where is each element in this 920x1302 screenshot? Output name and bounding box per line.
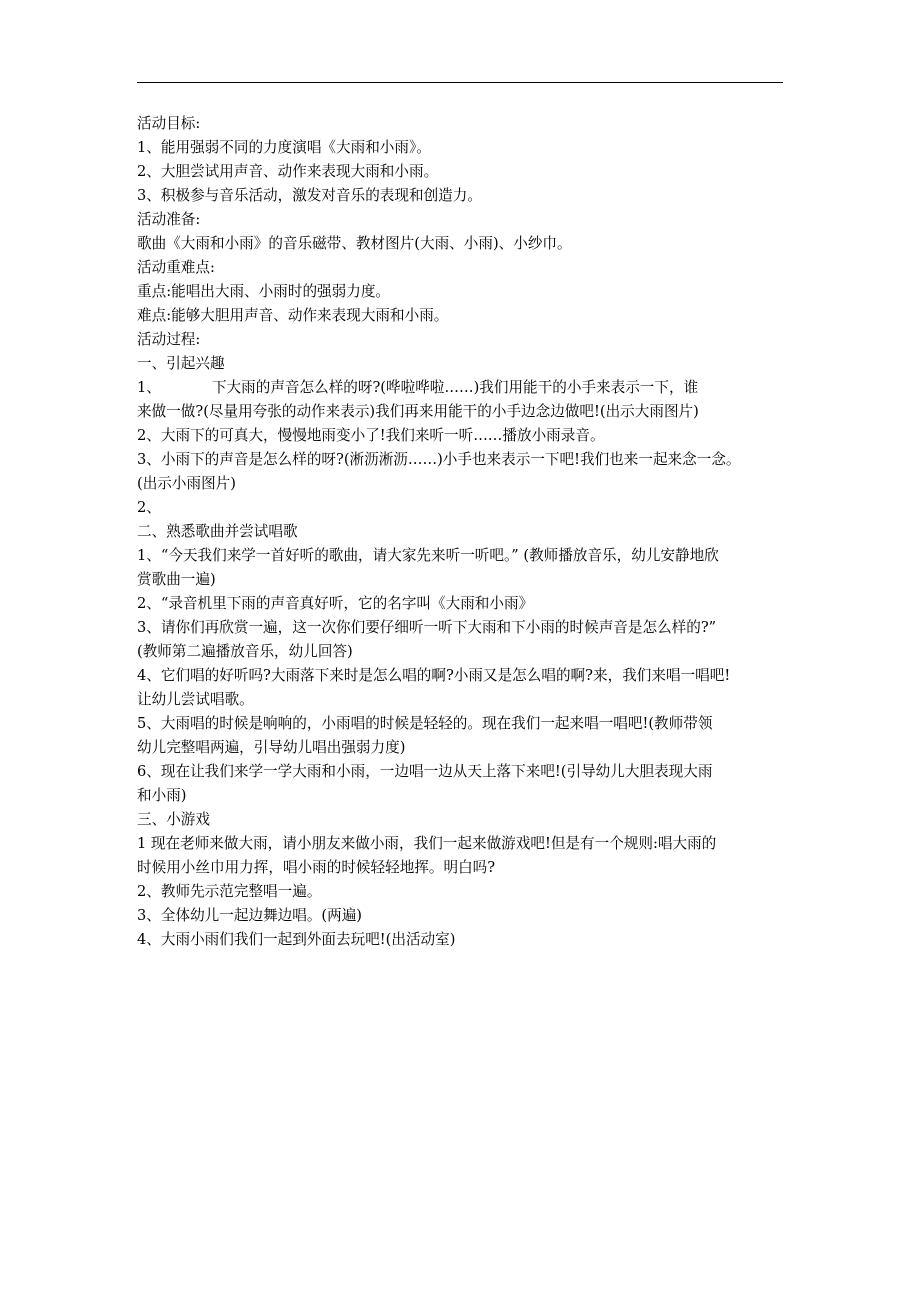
paragraph-line: 2、“录音机里下雨的声音真好听，它的名字叫《大雨和小雨》 — [137, 595, 534, 612]
header-rule — [137, 82, 783, 83]
section-heading-preparation: 活动准备: — [137, 211, 201, 228]
difficulty-text: 难点:能够大胆用声音、动作来表现大雨和小雨。 — [137, 307, 449, 324]
paragraph-line: (出示小雨图片) — [137, 475, 236, 492]
paragraph-line: 2、教师先示范完整唱一遍。 — [137, 883, 322, 900]
paragraph-line: 5、大雨唱的时候是响响的，小雨唱的时候是轻轻的。现在我们一起来唱一唱吧!(教师带领 — [137, 715, 713, 732]
goal-item: 3、积极参与音乐活动，激发对音乐的表现和创造力。 — [137, 187, 482, 204]
paragraph-line: 1 现在老师来做大雨，请小朋友来做小雨，我们一起来做游戏吧!但是有一个规则:唱大雨的 — [137, 835, 717, 852]
section-heading-process: 活动过程: — [137, 331, 201, 348]
paragraph-line: 1、“今天我们来学一首好听的歌曲，请大家先来听一听吧。” (教师播放音乐，幼儿安静地欣 — [137, 547, 719, 564]
preparation-text: 歌曲《大雨和小雨》的音乐磁带、教材图片(大雨、小雨)、小纱巾。 — [137, 235, 572, 252]
key-point-text: 重点:能唱出大雨、小雨时的强弱力度。 — [137, 283, 391, 300]
document-body — [137, 112, 783, 952]
paragraph-line: 和小雨) — [137, 787, 187, 804]
paragraph-line: 4、它们唱的好听吗?大雨落下来时是怎么唱的啊?小雨又是怎么唱的啊?来，我们来唱一唱吧! — [137, 667, 731, 684]
paragraph-line: 来做一做?(尽量用夸张的动作来表示)我们再来用能干的小手边念边做吧!(出示大雨图片) — [137, 403, 699, 420]
paragraph-line: 4、大雨小雨们我们一起到外面去玩吧!(出活动室) — [137, 931, 456, 948]
paragraph-line: 3、请你们再欣赏一遍，这一次你们要仔细听一听下大雨和下小雨的时候声音是怎么样的?” — [137, 619, 717, 636]
section-heading-key-points: 活动重难点: — [137, 259, 215, 276]
paragraph-line: 2、大雨下的可真大，慢慢地雨变小了!我们来听一听……播放小雨录音。 — [137, 427, 605, 444]
paragraph-line: 时候用小丝巾用力挥，唱小雨的时候轻轻地挥。明白吗? — [137, 859, 496, 876]
subsection-heading-interest: 一、引起兴趣 — [137, 355, 225, 372]
section-heading-goals: 活动目标: — [137, 115, 201, 132]
paragraph-line: (教师第二遍播放音乐，幼儿回答) — [137, 643, 353, 660]
paragraph-line: 让幼儿尝试唱歌。 — [137, 691, 254, 708]
paragraph-line: 3、全体幼儿一起边舞边唱。(两遍) — [137, 907, 362, 924]
goal-item: 2、大胆尝试用声音、动作来表现大雨和小雨。 — [137, 163, 439, 180]
paragraph-line: 1、 下大雨的声音怎么样的呀?(哗啦哗啦……)我们用能干的小手来表示一下，谁 — [137, 379, 699, 396]
goal-item: 1、能用强弱不同的力度演唱《大雨和小雨》。 — [137, 139, 431, 156]
paragraph-line: 3、小雨下的声音是怎么样的呀?(淅沥淅沥……)小手也来表示一下吧!我们也来一起来念一念。 — [137, 451, 741, 468]
paragraph-line: 赏歌曲一遍) — [137, 571, 216, 588]
subsection-heading-song: 二、熟悉歌曲并尝试唱歌 — [137, 523, 298, 540]
paragraph-line: 幼儿完整唱两遍，引导幼儿唱出强弱力度) — [137, 739, 406, 756]
subsection-heading-game: 三、小游戏 — [137, 811, 210, 828]
paragraph-line: 6、现在让我们来学一学大雨和小雨，一边唱一边从天上落下来吧!(引导幼儿大胆表现大雨 — [137, 763, 713, 780]
paragraph-line: 2、 — [137, 499, 161, 516]
